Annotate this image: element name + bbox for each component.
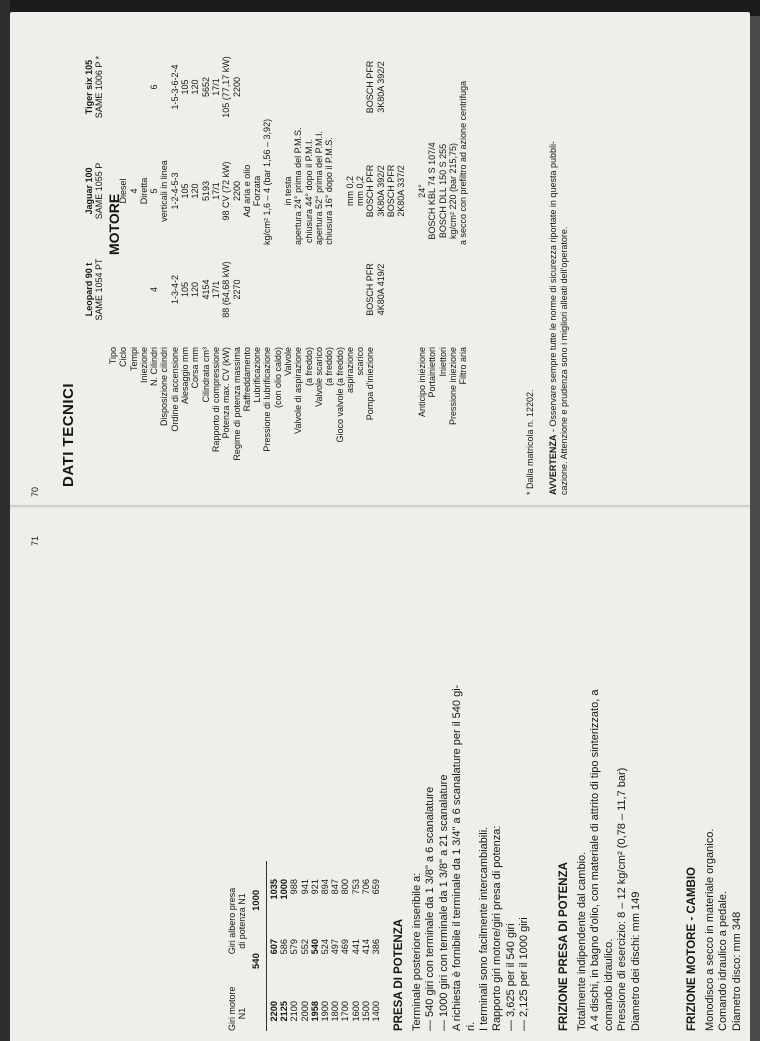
spec-label: Valvole scarico (313, 347, 324, 407)
spec-value: 1-2-4-5-3 (169, 172, 180, 210)
spec-value (129, 37, 139, 137)
table-cell: 2125 (279, 1001, 290, 1022)
spec-label: Potenza max. CV (kW) (221, 347, 232, 439)
spec-value (407, 37, 417, 137)
spec-label: Iniezione (138, 347, 149, 384)
table-cell: 579 (289, 939, 300, 955)
spec-value: Diesel (118, 178, 129, 204)
spec-value: 120 (190, 183, 201, 199)
table-cell: 386 (371, 939, 382, 955)
column-header (84, 37, 105, 137)
text-line: A richiesta è fornibile il terminale da 1 3/4" a 6 scanalature per il 540 gi- (451, 684, 464, 1031)
spec-value: 1-3-4-2 (169, 275, 180, 305)
spec-value: 24° (416, 184, 427, 198)
table-cell: 894 (320, 879, 331, 895)
spec-value: 5193 (200, 180, 211, 202)
spec-value: chiusura 16° dopo il P.M.S. (324, 137, 335, 245)
spec-value (283, 37, 293, 137)
spec-label: Alesaggio mm (180, 347, 191, 405)
text-line: Rapporto giri motore/giri presa di potenza: (491, 825, 504, 1031)
table-cell: 706 (360, 879, 371, 895)
spec-label: (con olio caldo) (272, 347, 283, 409)
engine-title: MOTORE (106, 193, 122, 255)
spec-label: Corsa mm (190, 347, 201, 389)
spec-value (407, 242, 417, 337)
spec-value (417, 37, 427, 137)
section-title: DATI TECNICI (60, 382, 77, 487)
spec-label: Anticipo iniezione (416, 347, 427, 418)
table-cell: 921 (309, 879, 320, 895)
spec-value (355, 37, 365, 137)
warning-text: - Osservare sempre tutte le norme di sicurezza riportate in questa pubbli- (548, 141, 558, 435)
spec-value (118, 242, 128, 337)
spec-value: 4K80A 419/2 (375, 263, 386, 316)
warning (548, 141, 570, 495)
spec-label: Filtro aria (458, 347, 469, 385)
spec-value: BOSCH DLL 150 S 255 (437, 143, 448, 239)
table-rule (266, 861, 267, 1031)
table-header-pto (227, 871, 248, 971)
spec-value: BOSCH PFR (365, 263, 376, 316)
spec-value (448, 37, 458, 137)
table-cell: 1035 (269, 879, 279, 900)
spec-label: (a freddo) (303, 347, 314, 387)
spec-label: Ordine di accensione (169, 347, 180, 432)
table-row (300, 879, 310, 1031)
label-list (108, 347, 468, 487)
spec-label: aspirazione (344, 347, 355, 394)
table-cell: 753 (350, 879, 361, 895)
spec-value: 105 (180, 281, 191, 298)
spec-label: Lubrificazione (252, 347, 263, 403)
label-column (108, 347, 468, 487)
spec-label (407, 347, 417, 487)
spec-value (386, 242, 396, 337)
spec-value: BOSCH PFR (386, 164, 397, 218)
spec-value: kg/cm² 1,6 – 4 (bar 1,56 – 3,92) (262, 118, 273, 245)
text-line: — 1000 giri con terminale da 1 3/8" a 21 scanalature (437, 774, 450, 1031)
column-name: Leopard 90 t (84, 262, 94, 317)
table-cell: 1600 (350, 1001, 361, 1022)
spec-value: 88 (64,68 kW) (221, 261, 232, 318)
clutch-lines (704, 829, 744, 1031)
text-line: Comando idraulico a pedale. (717, 890, 730, 1031)
spec-value: 3K80A 392/2 (375, 165, 386, 217)
table-cell: 540 (309, 939, 320, 955)
spec-label: Disposizione cilindri (159, 347, 170, 427)
text-line: Terminale posteriore inseribile a: (411, 872, 423, 1031)
spec-value (242, 37, 252, 137)
spec-value: apertura 24° prima del P.M.S. (293, 127, 304, 245)
table-cell: 1000 (279, 879, 290, 900)
spec-value: 120 (190, 79, 201, 95)
table-cell: 941 (299, 879, 310, 895)
spec-value: in testa (283, 176, 294, 206)
table-row (340, 879, 350, 1031)
spec-value (324, 37, 334, 137)
spec-value: BOSCH PFR (365, 164, 376, 218)
header-pto: Giri albero presa (227, 887, 237, 955)
spec-value: 3K80A 392/2 (375, 61, 386, 113)
table-cell: 988 (289, 879, 300, 895)
table-cell: 524 (320, 939, 331, 955)
spec-label: Pompa d'iniezione (365, 347, 376, 421)
spec-value (262, 242, 272, 337)
spec-value (159, 242, 169, 337)
col-1000-header: 1000 (251, 889, 262, 911)
spec-value (396, 242, 406, 337)
spec-value (118, 37, 128, 137)
spec-value (314, 242, 324, 337)
spec-label: Valvole (283, 347, 294, 376)
spec-value (355, 242, 365, 337)
spec-value (304, 37, 314, 137)
text-line: comando idraulico. (602, 938, 615, 1031)
column-header (84, 137, 105, 245)
col-540-header: 540 (251, 953, 262, 969)
spec-value (458, 37, 468, 137)
left-page (10, 12, 750, 507)
table-cell: 847 (330, 879, 341, 895)
column-tiger (84, 37, 468, 137)
spec-value: kg/cm² 220 (bar 215,75) (447, 142, 458, 240)
page-number-right: 71 (30, 535, 40, 546)
spec-label: Raffreddamento (241, 347, 252, 412)
clutch-title: FRIZIONE MOTORE - CAMBIO (686, 867, 698, 1031)
spec-label: Ciclo (118, 347, 129, 368)
spec-value (293, 37, 303, 137)
spec-label (386, 347, 396, 487)
pto-clutch-title: FRIZIONE PRESA DI POTENZA (558, 862, 570, 1031)
text-line: Monodisco a secco in materiale organico. (704, 828, 716, 1031)
column-leopard (84, 242, 468, 337)
spec-label: N. Cilindri (149, 347, 160, 387)
spec-value: 2200 (231, 76, 242, 98)
table-cell: 586 (279, 939, 290, 955)
spec-label: scarico (355, 347, 366, 376)
book-edge (0, 0, 10, 1041)
table-cell: 659 (371, 879, 382, 895)
spec-value: 6 (149, 84, 160, 90)
spec-value: Forzata (252, 175, 263, 207)
spec-label: Regime di potenza massima (231, 347, 242, 461)
spec-value: 17/1 (210, 78, 221, 96)
text-line: Diametro dei dischi: mm 149 (629, 891, 642, 1031)
spec-value (458, 242, 468, 337)
spec-value (139, 37, 149, 137)
spec-value: BOSCH KBL 74 S 107/4 (427, 142, 438, 240)
spec-label: Tipo (108, 347, 118, 365)
pto-lines (411, 685, 532, 1031)
spec-value: 4 (128, 188, 139, 194)
spec-value: 120 (190, 281, 201, 298)
spec-label: Pressione iniezione (447, 347, 458, 426)
spec-value (273, 242, 283, 337)
table-cell: 414 (360, 939, 371, 955)
spec-value: apertura 52° prima del P.M.I. (313, 131, 324, 245)
spec-value: 98 CV (72 kW) (221, 161, 232, 221)
table-cell: 1700 (340, 1001, 351, 1022)
spec-value (427, 37, 437, 137)
spec-value (273, 137, 283, 245)
text-line: I terminali sono facilmente intercambiabili. (478, 826, 491, 1031)
spec-value: 2K80A 337/2 (396, 165, 407, 217)
spec-value: BOSCH PFR (365, 60, 376, 114)
table-cell: 800 (340, 879, 351, 895)
spec-value (407, 137, 417, 245)
spec-value (335, 137, 345, 245)
page-number-left: 70 (30, 486, 40, 497)
spec-label: Valvole di aspirazione (293, 347, 304, 434)
spec-value (242, 242, 252, 337)
text-line: Diametro disco: mm 348 (730, 911, 743, 1031)
column-model: SAME 1006 P * (94, 55, 105, 119)
table-row (310, 879, 320, 1031)
spec-value (273, 37, 283, 137)
spec-value (314, 37, 324, 137)
column-model: SAME 1054 PT (94, 258, 105, 321)
spec-value: Diretta (138, 177, 149, 205)
table-row (320, 879, 330, 1031)
table-cell: 607 (269, 939, 279, 955)
rpm-table-body (269, 879, 381, 1031)
spec-value (108, 242, 118, 337)
spec-label: Pressione di lubrificazione (262, 347, 273, 452)
spec-value: mm 0,2 (355, 176, 366, 207)
table-cell: 2000 (299, 1001, 310, 1022)
table-cell: 1900 (320, 1001, 331, 1022)
spec-value (108, 37, 118, 137)
spec-label: (a freddo) (324, 347, 335, 387)
text-line: A 4 dischi, in bagno d'olio, con materiale di attrito di tipo sinterizzato, a (589, 689, 602, 1031)
table-cell: 2100 (289, 1001, 300, 1022)
spec-value (293, 242, 303, 337)
spec-value: 17/1 (210, 182, 221, 200)
spec-value (159, 37, 169, 137)
spec-value (335, 37, 345, 137)
text-line: — 540 giri con terminale da 1 3/8" a 6 scanalature (424, 786, 437, 1031)
table-cell: 2200 (269, 1001, 279, 1022)
column-model: SAME 1055 P (94, 162, 105, 220)
spec-value: verticali in linea (159, 160, 170, 222)
column-name: Tiger six 105 (84, 59, 94, 115)
spec-value: 17/1 (210, 280, 221, 299)
spec-value: 2200 (231, 180, 242, 202)
table-row (330, 879, 340, 1031)
header-pto-sub: di potenza N1 (237, 893, 248, 949)
spec-label: Portainiettori (427, 347, 438, 398)
spec-value: 4 (149, 287, 160, 293)
spec-value: a secco con prefiltro ad azione centrifuga (458, 80, 469, 245)
table-row (269, 879, 279, 1031)
table-row (371, 879, 381, 1031)
spec-label: Gioco valvole (a freddo) (334, 347, 345, 443)
table-row (289, 879, 299, 1031)
spec-value: 105 (180, 79, 191, 95)
text-line: — 2,125 per il 1000 giri (518, 917, 531, 1031)
table-cell: 441 (350, 939, 361, 955)
spec-value (396, 37, 406, 137)
spec-label (376, 347, 386, 487)
spec-value: 1-5-3-6-2-4 (169, 64, 180, 110)
table-row (279, 879, 289, 1031)
header-engine-sub: N1 (237, 1007, 248, 1020)
spec-label: Cilindrata cm³ (200, 347, 211, 403)
table-cell: 1500 (360, 1001, 371, 1022)
table-row (351, 879, 361, 1031)
spec-value (427, 242, 437, 337)
spec-value (304, 242, 314, 337)
spec-value (262, 37, 272, 137)
spec-value (129, 242, 139, 337)
table-cell: 1958 (309, 1001, 320, 1022)
spec-value (324, 242, 334, 337)
spec-value (417, 242, 427, 337)
spec-value (345, 242, 355, 337)
spec-value (252, 242, 262, 337)
spec-label: Rapporto di compressione (210, 347, 221, 453)
table-cell: 1800 (330, 1001, 341, 1022)
warning-text-2: cazione. Attenzione e prudenza sono i migliori alleati dell'operatore. (559, 226, 569, 495)
spec-value: chiusura 44° dopo il P.M.I. (303, 139, 314, 243)
spec-value (335, 242, 345, 337)
spec-value: 5 (149, 188, 160, 194)
spec-value (139, 242, 149, 337)
table-cell: 469 (340, 939, 351, 955)
spec-value: Ad aria e olio (241, 164, 252, 218)
table-header-engine (227, 986, 248, 1031)
text-line: — 3,625 per il 540 giri (504, 923, 517, 1031)
spec-label (396, 347, 406, 487)
text-line: Totalmente indipendente dal cambio. (576, 851, 588, 1031)
text-line: ri. (464, 1021, 477, 1031)
spec-value: 105 (77,17 kW) (221, 56, 232, 118)
spec-value (438, 37, 448, 137)
spec-value (283, 242, 293, 337)
spec-label: Tempi (128, 347, 139, 372)
pto-clutch-lines (576, 690, 643, 1031)
table-row (361, 879, 371, 1031)
right-page (10, 509, 750, 1041)
table-cell: 1400 (371, 1001, 382, 1022)
spec-value: 105 (180, 183, 191, 199)
spec-value (438, 242, 448, 337)
spec-value: 2270 (231, 279, 242, 300)
spec-value (386, 37, 396, 137)
table-cell: 552 (299, 939, 310, 955)
pto-title: PRESA DI POTENZA (393, 918, 405, 1031)
spec-value (252, 37, 262, 137)
spec-value: 4154 (200, 279, 211, 300)
column-header (84, 242, 105, 337)
text-line: Pressione di esercizio: 8 – 12 kg/cm² (0,78 – 11,7 bar) (616, 767, 629, 1031)
column-name: Jaguar 100 (84, 167, 94, 215)
spec-value (345, 37, 355, 137)
spec-value (448, 242, 458, 337)
spec-label: Iniettori (437, 347, 448, 377)
header-engine: Giri motore (227, 986, 237, 1031)
spec-value (108, 137, 118, 245)
footnote: * Dalla matricola n. 12202. (525, 389, 535, 495)
table-cell: 497 (330, 939, 341, 955)
spec-value: mm 0,2 (344, 176, 355, 207)
warning-label: AVVERTENZA (548, 434, 558, 495)
spec-value: 5652 (200, 76, 211, 98)
